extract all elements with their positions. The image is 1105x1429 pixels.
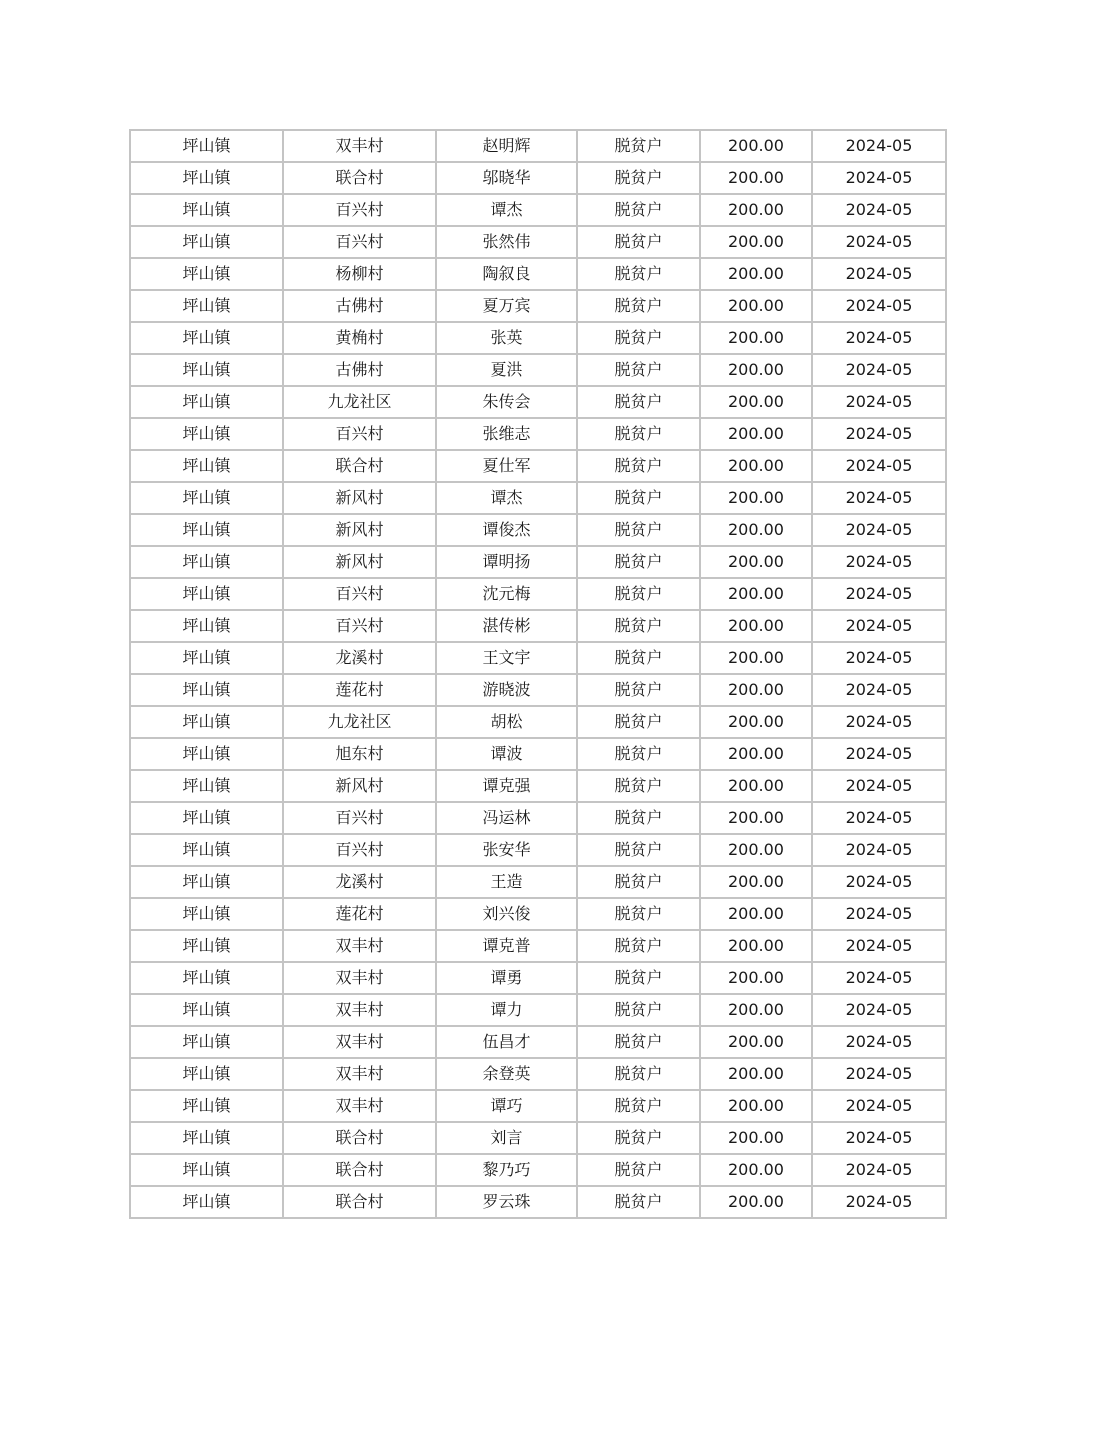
category-cell: 脱贫户 (577, 194, 700, 226)
table-row (130, 706, 946, 738)
period-cell: 2024-05 (812, 1186, 946, 1218)
table-row (130, 290, 946, 322)
amount-cell: 200.00 (700, 898, 812, 930)
village-cell: 九龙社区 (283, 706, 436, 738)
category-cell: 脱贫户 (577, 1058, 700, 1090)
amount-cell: 200.00 (700, 1026, 812, 1058)
town-cell: 坪山镇 (130, 1058, 283, 1090)
town-cell: 坪山镇 (130, 450, 283, 482)
category-cell: 脱贫户 (577, 930, 700, 962)
category-cell: 脱贫户 (577, 354, 700, 386)
town-cell: 坪山镇 (130, 354, 283, 386)
table-row (130, 354, 946, 386)
amount-cell: 200.00 (700, 162, 812, 194)
town-cell: 坪山镇 (130, 1186, 283, 1218)
category-cell: 脱贫户 (577, 834, 700, 866)
village-cell: 联合村 (283, 1186, 436, 1218)
table-row (130, 546, 946, 578)
period-cell: 2024-05 (812, 514, 946, 546)
table-row (130, 1186, 946, 1218)
name-cell: 夏洪 (436, 354, 577, 386)
category-cell: 脱贫户 (577, 898, 700, 930)
table-row (130, 994, 946, 1026)
village-cell: 双丰村 (283, 930, 436, 962)
amount-cell: 200.00 (700, 514, 812, 546)
name-cell: 王造 (436, 866, 577, 898)
category-cell: 脱贫户 (577, 418, 700, 450)
table-row (130, 130, 946, 162)
village-cell: 古佛村 (283, 354, 436, 386)
town-cell: 坪山镇 (130, 418, 283, 450)
period-cell: 2024-05 (812, 610, 946, 642)
table-row (130, 1122, 946, 1154)
town-cell: 坪山镇 (130, 1122, 283, 1154)
period-cell: 2024-05 (812, 770, 946, 802)
category-cell: 脱贫户 (577, 1090, 700, 1122)
table-row (130, 258, 946, 290)
town-cell: 坪山镇 (130, 1026, 283, 1058)
village-cell: 百兴村 (283, 578, 436, 610)
category-cell: 脱贫户 (577, 162, 700, 194)
table-row (130, 578, 946, 610)
village-cell: 莲花村 (283, 898, 436, 930)
name-cell: 张维志 (436, 418, 577, 450)
table-row (130, 1026, 946, 1058)
name-cell: 张然伟 (436, 226, 577, 258)
name-cell: 谭克普 (436, 930, 577, 962)
table-row (130, 450, 946, 482)
town-cell: 坪山镇 (130, 1154, 283, 1186)
table-row (130, 1090, 946, 1122)
period-cell: 2024-05 (812, 834, 946, 866)
amount-cell: 200.00 (700, 866, 812, 898)
town-cell: 坪山镇 (130, 898, 283, 930)
town-cell: 坪山镇 (130, 610, 283, 642)
village-cell: 百兴村 (283, 418, 436, 450)
table-row (130, 930, 946, 962)
table-row (130, 962, 946, 994)
village-cell: 百兴村 (283, 194, 436, 226)
category-cell: 脱贫户 (577, 962, 700, 994)
period-cell: 2024-05 (812, 1058, 946, 1090)
town-cell: 坪山镇 (130, 514, 283, 546)
name-cell: 邬晓华 (436, 162, 577, 194)
amount-cell: 200.00 (700, 258, 812, 290)
village-cell: 黄桷村 (283, 322, 436, 354)
category-cell: 脱贫户 (577, 1154, 700, 1186)
period-cell: 2024-05 (812, 322, 946, 354)
table-row (130, 674, 946, 706)
amount-cell: 200.00 (700, 770, 812, 802)
category-cell: 脱贫户 (577, 770, 700, 802)
amount-cell: 200.00 (700, 674, 812, 706)
category-cell: 脱贫户 (577, 482, 700, 514)
amount-cell: 200.00 (700, 578, 812, 610)
town-cell: 坪山镇 (130, 962, 283, 994)
table-row (130, 770, 946, 802)
period-cell: 2024-05 (812, 482, 946, 514)
period-cell: 2024-05 (812, 418, 946, 450)
town-cell: 坪山镇 (130, 994, 283, 1026)
category-cell: 脱贫户 (577, 994, 700, 1026)
amount-cell: 200.00 (700, 386, 812, 418)
name-cell: 张安华 (436, 834, 577, 866)
category-cell: 脱贫户 (577, 290, 700, 322)
subsidy-roster-table (129, 129, 947, 1219)
town-cell: 坪山镇 (130, 834, 283, 866)
village-cell: 百兴村 (283, 802, 436, 834)
town-cell: 坪山镇 (130, 642, 283, 674)
amount-cell: 200.00 (700, 130, 812, 162)
town-cell: 坪山镇 (130, 738, 283, 770)
name-cell: 夏万宾 (436, 290, 577, 322)
table-row (130, 482, 946, 514)
category-cell: 脱贫户 (577, 386, 700, 418)
village-cell: 龙溪村 (283, 642, 436, 674)
town-cell: 坪山镇 (130, 802, 283, 834)
town-cell: 坪山镇 (130, 130, 283, 162)
table-row (130, 834, 946, 866)
village-cell: 双丰村 (283, 1090, 436, 1122)
table-row (130, 802, 946, 834)
period-cell: 2024-05 (812, 354, 946, 386)
period-cell: 2024-05 (812, 930, 946, 962)
table-row (130, 418, 946, 450)
name-cell: 谭明扬 (436, 546, 577, 578)
village-cell: 新风村 (283, 514, 436, 546)
village-cell: 双丰村 (283, 1058, 436, 1090)
village-cell: 联合村 (283, 162, 436, 194)
name-cell: 朱传会 (436, 386, 577, 418)
amount-cell: 200.00 (700, 290, 812, 322)
table-row (130, 162, 946, 194)
amount-cell: 200.00 (700, 418, 812, 450)
town-cell: 坪山镇 (130, 706, 283, 738)
name-cell: 赵明辉 (436, 130, 577, 162)
period-cell: 2024-05 (812, 226, 946, 258)
town-cell: 坪山镇 (130, 674, 283, 706)
amount-cell: 200.00 (700, 706, 812, 738)
name-cell: 王文宇 (436, 642, 577, 674)
name-cell: 谭巧 (436, 1090, 577, 1122)
name-cell: 谭勇 (436, 962, 577, 994)
name-cell: 谭克强 (436, 770, 577, 802)
period-cell: 2024-05 (812, 962, 946, 994)
amount-cell: 200.00 (700, 1122, 812, 1154)
town-cell: 坪山镇 (130, 258, 283, 290)
amount-cell: 200.00 (700, 802, 812, 834)
category-cell: 脱贫户 (577, 546, 700, 578)
table-row (130, 1154, 946, 1186)
category-cell: 脱贫户 (577, 1186, 700, 1218)
name-cell: 沈元梅 (436, 578, 577, 610)
village-cell: 龙溪村 (283, 866, 436, 898)
category-cell: 脱贫户 (577, 866, 700, 898)
name-cell: 胡松 (436, 706, 577, 738)
category-cell: 脱贫户 (577, 802, 700, 834)
period-cell: 2024-05 (812, 386, 946, 418)
category-cell: 脱贫户 (577, 578, 700, 610)
category-cell: 脱贫户 (577, 706, 700, 738)
town-cell: 坪山镇 (130, 866, 283, 898)
amount-cell: 200.00 (700, 1186, 812, 1218)
amount-cell: 200.00 (700, 322, 812, 354)
period-cell: 2024-05 (812, 642, 946, 674)
village-cell: 双丰村 (283, 994, 436, 1026)
name-cell: 余登英 (436, 1058, 577, 1090)
town-cell: 坪山镇 (130, 290, 283, 322)
village-cell: 双丰村 (283, 962, 436, 994)
category-cell: 脱贫户 (577, 1122, 700, 1154)
name-cell: 陶叙良 (436, 258, 577, 290)
name-cell: 夏仕军 (436, 450, 577, 482)
category-cell: 脱贫户 (577, 450, 700, 482)
town-cell: 坪山镇 (130, 546, 283, 578)
amount-cell: 200.00 (700, 834, 812, 866)
period-cell: 2024-05 (812, 706, 946, 738)
category-cell: 脱贫户 (577, 130, 700, 162)
period-cell: 2024-05 (812, 162, 946, 194)
town-cell: 坪山镇 (130, 1090, 283, 1122)
name-cell: 罗云珠 (436, 1186, 577, 1218)
name-cell: 游晓波 (436, 674, 577, 706)
table-row (130, 898, 946, 930)
category-cell: 脱贫户 (577, 642, 700, 674)
village-cell: 新风村 (283, 546, 436, 578)
period-cell: 2024-05 (812, 578, 946, 610)
village-cell: 古佛村 (283, 290, 436, 322)
name-cell: 黎乃巧 (436, 1154, 577, 1186)
town-cell: 坪山镇 (130, 770, 283, 802)
table-row (130, 194, 946, 226)
town-cell: 坪山镇 (130, 386, 283, 418)
name-cell: 谭杰 (436, 482, 577, 514)
town-cell: 坪山镇 (130, 930, 283, 962)
table-row (130, 1058, 946, 1090)
category-cell: 脱贫户 (577, 226, 700, 258)
period-cell: 2024-05 (812, 674, 946, 706)
town-cell: 坪山镇 (130, 194, 283, 226)
period-cell: 2024-05 (812, 258, 946, 290)
village-cell: 双丰村 (283, 1026, 436, 1058)
name-cell: 伍昌才 (436, 1026, 577, 1058)
category-cell: 脱贫户 (577, 674, 700, 706)
town-cell: 坪山镇 (130, 226, 283, 258)
amount-cell: 200.00 (700, 450, 812, 482)
table-row (130, 610, 946, 642)
period-cell: 2024-05 (812, 738, 946, 770)
village-cell: 双丰村 (283, 130, 436, 162)
name-cell: 谭俊杰 (436, 514, 577, 546)
village-cell: 百兴村 (283, 834, 436, 866)
village-cell: 联合村 (283, 450, 436, 482)
village-cell: 百兴村 (283, 610, 436, 642)
village-cell: 杨柳村 (283, 258, 436, 290)
amount-cell: 200.00 (700, 994, 812, 1026)
village-cell: 联合村 (283, 1154, 436, 1186)
category-cell: 脱贫户 (577, 514, 700, 546)
amount-cell: 200.00 (700, 930, 812, 962)
village-cell: 新风村 (283, 770, 436, 802)
period-cell: 2024-05 (812, 194, 946, 226)
period-cell: 2024-05 (812, 1122, 946, 1154)
period-cell: 2024-05 (812, 1090, 946, 1122)
amount-cell: 200.00 (700, 194, 812, 226)
period-cell: 2024-05 (812, 1154, 946, 1186)
town-cell: 坪山镇 (130, 578, 283, 610)
village-cell: 旭东村 (283, 738, 436, 770)
amount-cell: 200.00 (700, 738, 812, 770)
village-cell: 莲花村 (283, 674, 436, 706)
period-cell: 2024-05 (812, 546, 946, 578)
category-cell: 脱贫户 (577, 322, 700, 354)
name-cell: 刘兴俊 (436, 898, 577, 930)
period-cell: 2024-05 (812, 1026, 946, 1058)
amount-cell: 200.00 (700, 482, 812, 514)
category-cell: 脱贫户 (577, 1026, 700, 1058)
name-cell: 谭波 (436, 738, 577, 770)
amount-cell: 200.00 (700, 1090, 812, 1122)
period-cell: 2024-05 (812, 450, 946, 482)
amount-cell: 200.00 (700, 642, 812, 674)
amount-cell: 200.00 (700, 226, 812, 258)
table-row (130, 738, 946, 770)
amount-cell: 200.00 (700, 546, 812, 578)
period-cell: 2024-05 (812, 802, 946, 834)
village-cell: 新风村 (283, 482, 436, 514)
town-cell: 坪山镇 (130, 322, 283, 354)
table-row (130, 226, 946, 258)
amount-cell: 200.00 (700, 1058, 812, 1090)
table-row (130, 322, 946, 354)
amount-cell: 200.00 (700, 962, 812, 994)
table-row (130, 514, 946, 546)
table-row (130, 866, 946, 898)
village-cell: 联合村 (283, 1122, 436, 1154)
category-cell: 脱贫户 (577, 738, 700, 770)
name-cell: 刘言 (436, 1122, 577, 1154)
period-cell: 2024-05 (812, 130, 946, 162)
amount-cell: 200.00 (700, 610, 812, 642)
category-cell: 脱贫户 (577, 258, 700, 290)
table-body (130, 130, 946, 1218)
amount-cell: 200.00 (700, 1154, 812, 1186)
period-cell: 2024-05 (812, 898, 946, 930)
name-cell: 谭力 (436, 994, 577, 1026)
name-cell: 湛传彬 (436, 610, 577, 642)
town-cell: 坪山镇 (130, 482, 283, 514)
amount-cell: 200.00 (700, 354, 812, 386)
village-cell: 九龙社区 (283, 386, 436, 418)
village-cell: 百兴村 (283, 226, 436, 258)
period-cell: 2024-05 (812, 994, 946, 1026)
category-cell: 脱贫户 (577, 610, 700, 642)
table-row (130, 386, 946, 418)
town-cell: 坪山镇 (130, 162, 283, 194)
period-cell: 2024-05 (812, 866, 946, 898)
name-cell: 张英 (436, 322, 577, 354)
name-cell: 谭杰 (436, 194, 577, 226)
period-cell: 2024-05 (812, 290, 946, 322)
name-cell: 冯运林 (436, 802, 577, 834)
table-row (130, 642, 946, 674)
